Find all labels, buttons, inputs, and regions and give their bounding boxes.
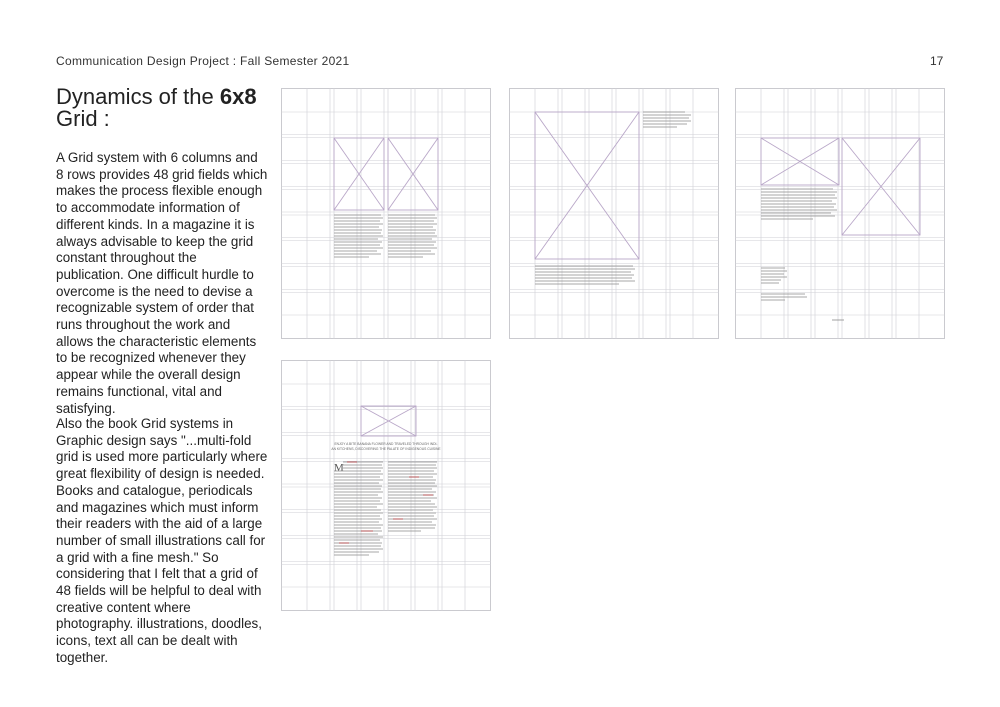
title-line2: Grid : — [56, 106, 110, 131]
body-paragraph-2: Also the book Grid systems in Graphic design says "...multi-fold grid is used more particularly where great flexibility of design is needed. Books and catalogue, periodicals and magazines which must inform their readers with the aid of a large number of small illustrations call for a grid with a fine mesh." So considering that I felt that a grid of 48 fields will be helpful to deal with creative content where photography. illustrations, doodles, icons, text all can be dealt with together. — [56, 416, 268, 665]
article-headline-line-2: AN KITCHENS, DISCOVERING THE PALATE OF INDIGENOUS CUISINE — [331, 447, 441, 451]
image-placeholder — [535, 112, 639, 259]
text-column — [334, 462, 383, 555]
text-block — [535, 266, 635, 284]
grid-layout-2 — [509, 88, 719, 339]
title-line1: Dynamics of the — [56, 84, 220, 109]
grid-layout-1-drawing — [281, 88, 491, 339]
page-number: 17 — [930, 54, 944, 68]
text-block — [334, 215, 383, 257]
image-placeholder — [761, 138, 839, 185]
text-block — [643, 112, 691, 127]
article-headline-line-1: ENJOY A BITE BANANA FLOWER AND TRAVELED THROUGH INDI- — [334, 442, 438, 446]
side-note — [761, 268, 787, 283]
page-title — [56, 86, 276, 130]
running-header: Communication Design Project : Fall Semester 2021 — [56, 54, 350, 68]
grid-layout-4 — [281, 360, 491, 611]
grid-lines — [281, 360, 491, 611]
grid-layout-3-drawing — [735, 88, 945, 339]
body-paragraph-1: A Grid system with 6 columns and 8 rows provides 48 grid fields which makes the process flexible enough to accommodate information of different kinds. In a magazine it is always advisable to keep the grid constant throughout the publication. One difficult hurdle to overcome is the need to devise a recognizable system of order that runs throughout the work and allows the characteristic elements to be recognized whenever they appear while the overall design remains functional, vital and satisfying. — [56, 150, 268, 416]
panel-border — [736, 89, 945, 339]
grid-layout-2-drawing — [509, 88, 719, 339]
text-block — [388, 215, 437, 257]
drop-cap: M — [334, 462, 344, 474]
grid-lines — [735, 88, 945, 339]
panel-border — [282, 89, 491, 339]
image-placeholder — [361, 406, 416, 436]
panel-border — [510, 89, 719, 339]
image-placeholder — [334, 138, 384, 210]
text-block — [761, 189, 837, 219]
grid-layout-3 — [735, 88, 945, 339]
text-column — [388, 462, 437, 531]
image-placeholder — [388, 138, 438, 210]
grid-lines — [509, 88, 719, 339]
grid-layout-1 — [281, 88, 491, 339]
grid-layout-4-drawing — [281, 360, 491, 611]
panel-border — [282, 361, 491, 611]
title-emphasis: 6x8 — [219, 84, 257, 109]
grid-lines — [281, 88, 491, 339]
